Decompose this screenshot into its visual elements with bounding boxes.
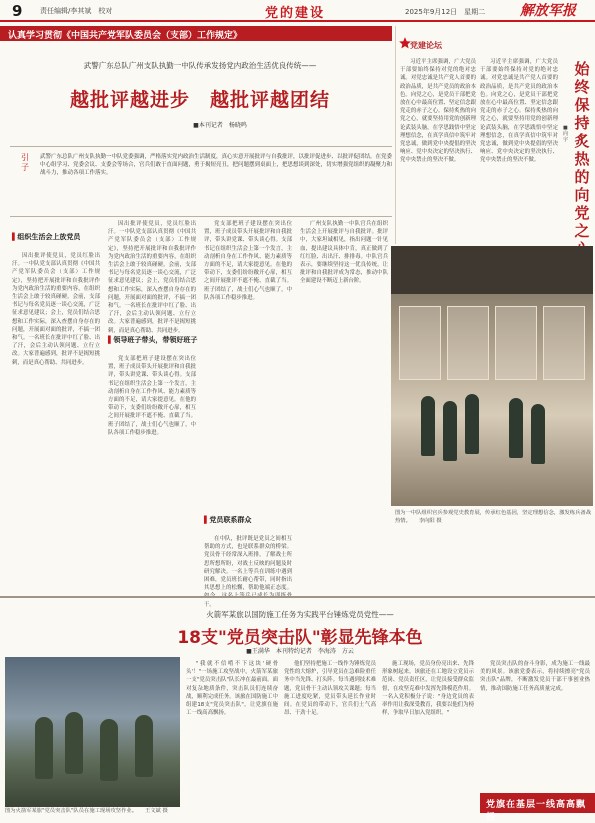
section-title: 党的建设	[264, 6, 325, 21]
page-number: 9	[12, 2, 23, 20]
column2-subtitle: ▌领导班子带头，带领好班子	[108, 336, 198, 344]
lead-label: 引子	[21, 153, 29, 172]
subtitle-mark-icon: ▌	[108, 336, 114, 344]
column1-text: 因出批评使党员，党员红脸出汗。一中队党支部认真贯彻《中国共产党军队委员会（支部）工作规定》，坚持把开展批评和自我批评作为党内政治生活的重要内容，在组织生活会上敢于较真碰硬。会前，支部书记与每名党员逐一谈心交流，广泛征求意见建议；会上，党员们结合思想和工作实际，深入查摆自身存在的问题，开展面对面的批评，不搞一团和气。一名班长在批评中红了脸、出了汗，会后主动认领问题、立行立改。大家普遍感到，批评不是揭短挑刺，而是真心帮助、共同进步。	[12, 253, 100, 366]
divider	[10, 146, 392, 147]
second-text-col1: "我就不信啃不下这块'硬骨头'！"一场施工攻坚战中，火箭军某旅一支"党员突击队"队长冲在最前面。面对复杂地质条件，突击队员们连续奋战，顺利完成任务。该旅在国防施工中组建18支"党员突击队"，让党旗在施工一线高高飘扬。	[186, 661, 278, 717]
second-text-col4: 党员突击队的奋斗身影，成为施工一线最美的风景。该旅党委表示，将持续擦亮"党员突击队"品牌，不断激发党员干部干事创业热情，推动国防施工任务高质量完成。	[480, 661, 590, 692]
sidebar-text-left: 习近平主席强调，广大党员干部要始终保持对党的绝对忠诚。对党忠诚是共产党人首要的政治品质，是共产党员的政治本色。向党之心，是党员干部把党放在心中最高位置、坚定信念跟党走的赤子之心。保持炙热的向党之心，就要坚持用党的创新理论武装头脑，在学思践悟中坚定理想信念，在真学真信中筑牢对党忠诚，做到党中央提倡的坚决响应、党中央决定的坚决执行、党中央禁止的坚决不做。	[400, 59, 476, 164]
forum-label: 党建论坛	[410, 41, 442, 50]
section-divider	[0, 596, 595, 598]
top-story-byline: ■本刊记者 杨晓鸣	[193, 122, 247, 129]
second-story-headline: 18支"党员突击队"彰显先锋本色	[177, 628, 423, 648]
column3-text-bottom: 在中队，批评既是党员之间相互帮助的方式，也是联系群众的桥梁。党员骨干经常深入班排，了解战士所思所想所盼，对战士反映的问题及时研究解决。一名上等兵在训练中遇到困难，党员班长耐心帮带，同时指出其思想上的松懈，帮助他端正态度。 干。	[204, 536, 292, 608]
lead-paragraph: 武警广东总队广州支队执勤一中队党委强调，严格落实党内政治生活制度，真心实意开展批评与自我批评，以批评促进步、以批评促团结。在党委中心组学习、党委会议、支委会等场合，官兵们敢于直面问题，勇于揭短亮丑，把问题摆到桌面上，把思想谈到深处，切实增强党组织的凝聚力和战斗力，推动各项工作落实。	[40, 154, 393, 176]
column1-subtitle: ▌组织生活会上放党员	[12, 233, 81, 241]
issue-date: 2025年9月12日 星期二	[405, 8, 486, 16]
divider	[10, 216, 392, 217]
subtitle-mark-icon: ▌	[12, 233, 18, 241]
photo2-caption: 图为火箭军某旅"党员突击队"队员在施工现场攻坚作业。 王文斌 摄	[5, 808, 168, 814]
top-story-subhead: 武警广东总队广州支队执勤一中队传承发扬党内政治生活优良传统——	[83, 61, 317, 70]
masthead	[0, 0, 595, 22]
second-story-subhead: 火箭军某旅以国防施工任务为实践平台锤炼党员党性——	[206, 610, 394, 619]
column2-text: 党支部把班子建设摆在突出位置，班子成员带头开展批评和自我批评，带头讲党课、带头谈心得。支部书记在组织生活会上第一个发言，主动剖析自身在工作作风、能力素质等方面的不足，请大家提意见。在他的带动下，支委们纷纷敞开心扉，相互之间开展批评不遮不掩、直截了当。班子团结了，战士们心气也顺了，中队各项工作稳步推进。	[108, 356, 196, 436]
second-text-col2: 他们坚持把施工一线作为锤炼党员党性的大熔炉，引导党员在急难险重任务中当先锋、打头阵。每当遇到技术难题，党员骨干主动认领攻关课题；每当施工进度吃紧，党员带头延长作业时间。在党员的带动下，官兵们士气高昂、干劲十足。	[284, 661, 376, 717]
subtitle-mark-icon: ▌	[204, 516, 210, 524]
footer-banner: 党旗在基层一线高高飘扬	[480, 793, 595, 813]
editors-line: 责任编辑/李其斌 校对	[40, 7, 113, 15]
sidebar-text-right: 习近平主席强调，广大党员干部要始终保持对党的绝对忠诚。对党忠诚是共产党人首要的政治品质，是共产党员的政治本色。向党之心，是党员干部把党放在心中最高位置、坚定信念跟党走的赤子之心。保持炙热的向党之心，就要坚持用党的创新理论武装头脑，在学思践悟中坚定理想信念，在真学真信中筑牢对党忠诚，做到党中央提倡的坚决响应、党中央决定的坚决执行、党中央禁止的坚决不做。	[480, 59, 558, 164]
photo1-caption: 图为一中队组织官兵参观党史教育展，传承红色基因，坚定理想信念，激发练兵备战热情。 李向阳 摄	[395, 510, 591, 524]
second-text-col3: 施工现场，党员身份亮出来、先锋形象树起来。该旅还在工地设立党员示范岗、党员责任区，让党员接受群众监督，在攻坚克难中发挥先锋模范作用。一名入党积极分子说："身边党员的表率作用让我深受教育，我要以他们为榜样，争取早日加入党组织。"	[382, 661, 474, 717]
column3-subtitle: ▌党员联系群众	[204, 516, 252, 524]
column4-text: 广州支队执勤一中队官兵在组织生活会上开展批评与自我批评。批评中，大家坦诚相见，指出问题一针见血，提出建议具体中肯，真正做到了红红脸、出出汗、排排毒。中队官兵表示，要继续坚持这一优良传统，让批评和自我批评成为常态，推动中队全面建设不断迈上新台阶。	[300, 221, 388, 285]
topic-banner: 认真学习贯彻《中国共产党军队委员会（支部）工作规定》	[0, 26, 392, 41]
column3-text: 党支部把班子建设摆在突出位置，班子成员带头开展批评和自我批评，带头讲党课、带头谈心得。支部书记在组织生活会上第一个发言，主动剖析自身在工作作风、能力素质等方面的不足，请大家提意见。在他的带动下，支委们纷纷敞开心扉，相互之间开展批评不遮不掩、直截了当。班子团结了，战士们心气也顺了，中队各项工作稳步推进。	[204, 221, 292, 301]
sidebar-author: ■向宇	[563, 125, 569, 143]
second-story-byline: ■王满华 本刊特约记者 李海涛 方云	[246, 648, 354, 655]
top-story-headline: 越批评越进步 越批评越团结	[69, 89, 330, 111]
soldiers-photo	[5, 657, 180, 807]
sidebar-title: 始终保持炙热的向党之	[574, 60, 590, 240]
exhibition-photo	[391, 246, 593, 506]
column2-text-top: 因出批评使党员，党员红脸出汗。一中队党支部认真贯彻《中国共产党军队委员会（支部）工作规定》，坚持把开展批评和自我批评作为党内政治生活的重要内容，在组织生活会上敢于较真碰硬。会前，支部书记与每名党员逐一谈心交流，广泛征求意见建议；会上，党员们结合思想和工作实际，深入查摆自身存在的问题，开展面对面的批评，不搞一团和气。一名班长在批评中红了脸、出了汗，会后主动认领问题、立行立改。大家普遍感到，批评不是揭短挑刺，而是真心帮助、共同进步。	[108, 221, 196, 334]
newspaper-logo: 解放军报	[520, 3, 576, 19]
